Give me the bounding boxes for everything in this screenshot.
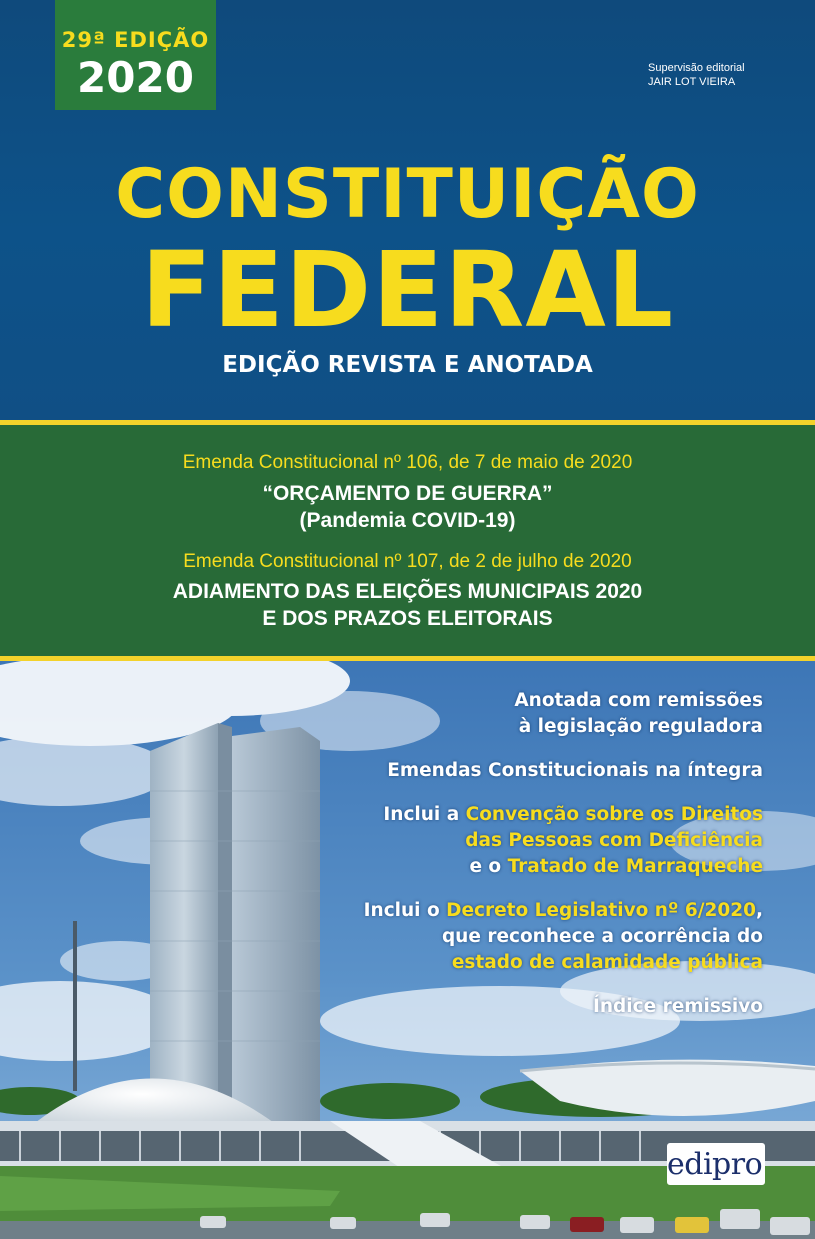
- feature-convention-highlight-1: Convenção sobre os Direitos: [465, 804, 763, 825]
- feature-amendments: [203, 758, 763, 784]
- feature-annotated-line1: Anotada com remissões: [514, 690, 763, 711]
- edition-badge: [55, 0, 216, 110]
- amendment-107-ref: Emenda Constitucional nº 107, de 2 de julho de 2020: [183, 551, 632, 572]
- feature-annotated: [203, 688, 763, 740]
- publisher-name: edipro: [667, 1147, 763, 1182]
- feature-decree-prefix: Inclui o: [363, 900, 447, 921]
- supervision-label: Supervisão editorial: [648, 62, 745, 74]
- feature-amendments-text: Emendas Constitucionais na íntegra: [387, 760, 763, 781]
- editorial-supervision: [648, 61, 745, 89]
- edition-number: 29ª EDIÇÃO: [61, 28, 210, 52]
- feature-decree-line2: que reconhece a ocorrência do: [441, 926, 763, 947]
- feature-decree-comma: ,: [755, 900, 763, 921]
- feature-decree: [203, 898, 763, 976]
- amendment-106-title: “ORÇAMENTO DE GUERRA”: [262, 482, 553, 505]
- feature-convention-middle: e o: [469, 856, 508, 877]
- title-line-2: FEDERAL: [140, 229, 675, 351]
- publisher-logo: [667, 1147, 767, 1185]
- feature-convention-highlight-2: das Pessoas com Deficiência: [465, 830, 763, 851]
- feature-convention-highlight-3: Tratado de Marraqueche: [507, 856, 763, 877]
- amendment-106-ref: Emenda Constitucional nº 106, de 7 de maio de 2020: [182, 452, 633, 473]
- cover-top-band: [0, 0, 815, 420]
- feature-decree-highlight-1: Decreto Legislativo nº 6/2020: [446, 900, 756, 921]
- feature-convention: [203, 802, 763, 880]
- feature-index: [203, 994, 763, 1020]
- feature-annotated-line2: à legislação reguladora: [518, 716, 763, 737]
- feature-decree-highlight-2: estado de calamidade pública: [451, 952, 763, 973]
- edition-year: 2020: [77, 53, 194, 102]
- features-list: [203, 688, 763, 1038]
- amendment-107-subtitle: E DOS PRAZOS ELEITORAIS: [262, 607, 553, 630]
- supervision-name: JAIR LOT VIEIRA: [648, 76, 736, 88]
- feature-index-text: Índice remissivo: [592, 996, 763, 1017]
- feature-convention-prefix: Inclui a: [383, 804, 466, 825]
- subtitle: EDIÇÃO REVISTA E ANOTADA: [222, 352, 593, 378]
- amendment-106-subtitle: (Pandemia COVID-19): [299, 509, 516, 532]
- amendment-107-title: ADIAMENTO DAS ELEIÇÕES MUNICIPAIS 2020: [172, 580, 643, 603]
- title-line-1: CONSTITUIÇÃO: [115, 155, 700, 234]
